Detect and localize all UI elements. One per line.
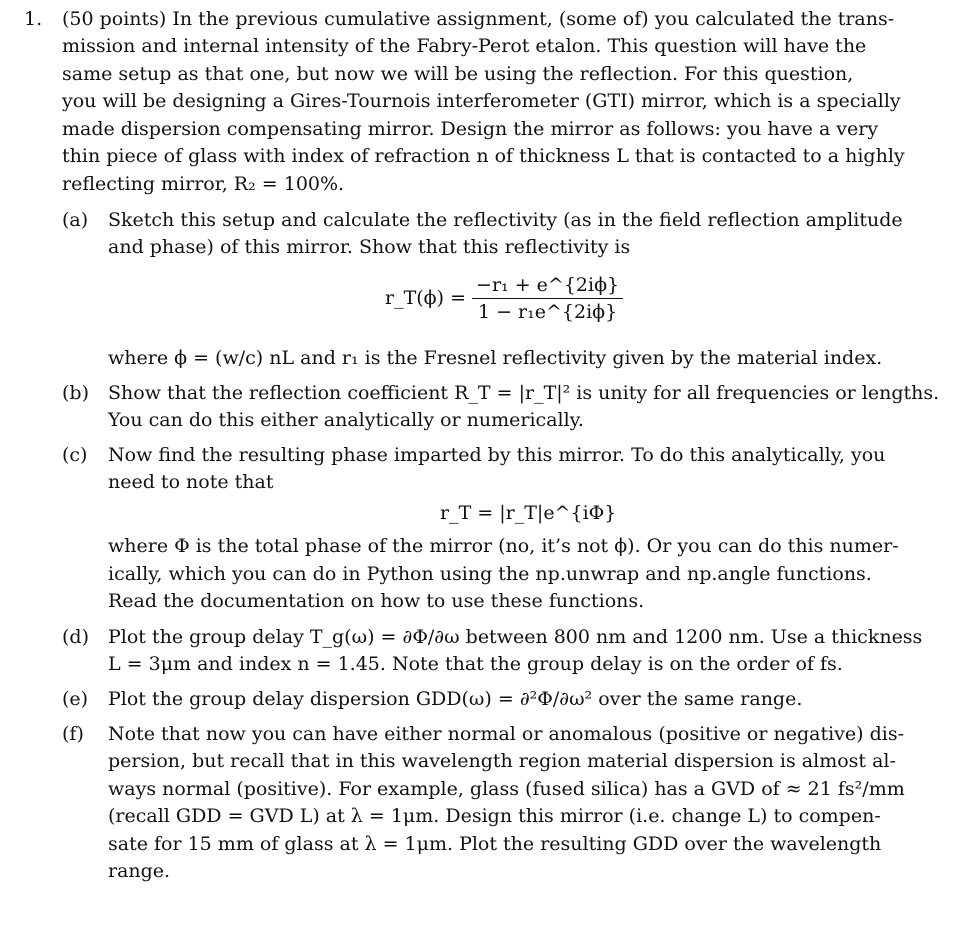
part-c-label: (c) <box>62 444 88 466</box>
intro-line-4: you will be designing a Gires-Tournois interferometer (GTI) mirror, which is a specially <box>62 90 901 112</box>
part-c-line-4: ically, which you can do in Python using the np.unwrap and np.angle functions. <box>108 563 872 585</box>
part-f-label: (f) <box>62 723 84 745</box>
reflectivity-equation <box>385 272 623 325</box>
part-d-line-1: Plot the group delay T_g(ω) = ∂Φ/∂ω between 800 nm and 1200 nm. Use a thickness <box>108 626 923 648</box>
part-a-line-1: Sketch this setup and calculate the reflectivity (as in the field reflection amplitude <box>108 209 903 231</box>
part-a-line-2: and phase) of this mirror. Show that this reflectivity is <box>108 236 631 258</box>
part-a-label: (a) <box>62 209 89 231</box>
equation-fraction <box>472 272 623 325</box>
part-a-where: where ϕ = (w/c) nL and r₁ is the Fresnel reflectivity given by the material index. <box>108 347 883 369</box>
intro-line-2: mission and internal intensity of the Fabry-Perot etalon. This question will have the <box>62 35 867 57</box>
problem-number: 1. <box>24 8 43 30</box>
part-b-label: (b) <box>62 382 89 404</box>
intro-line-5: made dispersion compensating mirror. Design the mirror as follows: you have a very <box>62 118 879 140</box>
intro-line-6: thin piece of glass with index of refraction n of thickness L that is contacted to a highly <box>62 145 905 167</box>
part-c-line-1: Now find the resulting phase imparted by this mirror. To do this analytically, you <box>108 444 886 466</box>
part-d-label: (d) <box>62 626 89 648</box>
part-f-line-6: range. <box>108 860 171 882</box>
part-f-line-2: persion, but recall that in this wavelength region material dispersion is almost al- <box>108 750 896 772</box>
equation-denominator: 1 − r₁e^{2iϕ} <box>477 301 618 323</box>
part-f-line-1: Note that now you can have either normal or anomalous (positive or negative) dis- <box>108 723 904 745</box>
intro-line-1: (50 points) In the previous cumulative assignment, (some of) you calculated the trans- <box>62 8 895 30</box>
part-f-line-4: (recall GDD = GVD L) at λ = 1μm. Design this mirror (i.e. change L) to compen- <box>108 805 881 827</box>
part-c-line-2: need to note that <box>108 471 274 493</box>
part-d-line-2: L = 3μm and index n = 1.45. Note that the group delay is on the order of fs. <box>108 653 843 675</box>
part-f-line-5: sate for 15 mm of glass at λ = 1μm. Plot the resulting GDD over the wavelength <box>108 833 882 855</box>
equation-numerator: −r₁ + e^{2iϕ} <box>472 272 623 299</box>
part-f-line-3: ways normal (positive). For example, glass (fused silica) has a GVD of ≈ 21 fs²/mm <box>108 778 905 800</box>
intro-line-3: same setup as that one, but now we will be using the reflection. For this question, <box>62 63 854 85</box>
part-e-label: (e) <box>62 688 89 710</box>
part-b-line-1: Show that the reflection coefficient R_T = |r_T|² is unity for all frequencies or lengths. <box>108 382 940 404</box>
part-c-line-5: Read the documentation on how to use these functions. <box>108 590 645 612</box>
part-c-line-3: where Φ is the total phase of the mirror (no, it’s not ϕ). Or you can do this numer- <box>108 535 899 557</box>
equation-lhs: r_T(ϕ) = <box>385 286 466 309</box>
part-e-line-1: Plot the group delay dispersion GDD(ω) = ∂²Φ/∂ω² over the same range. <box>108 688 803 710</box>
intro-line-7: reflecting mirror, R₂ = 100%. <box>62 173 345 195</box>
phase-equation: r_T = |r_T|e^{iΦ} <box>440 502 617 524</box>
part-b-line-2: You can do this either analytically or numerically. <box>108 409 584 431</box>
